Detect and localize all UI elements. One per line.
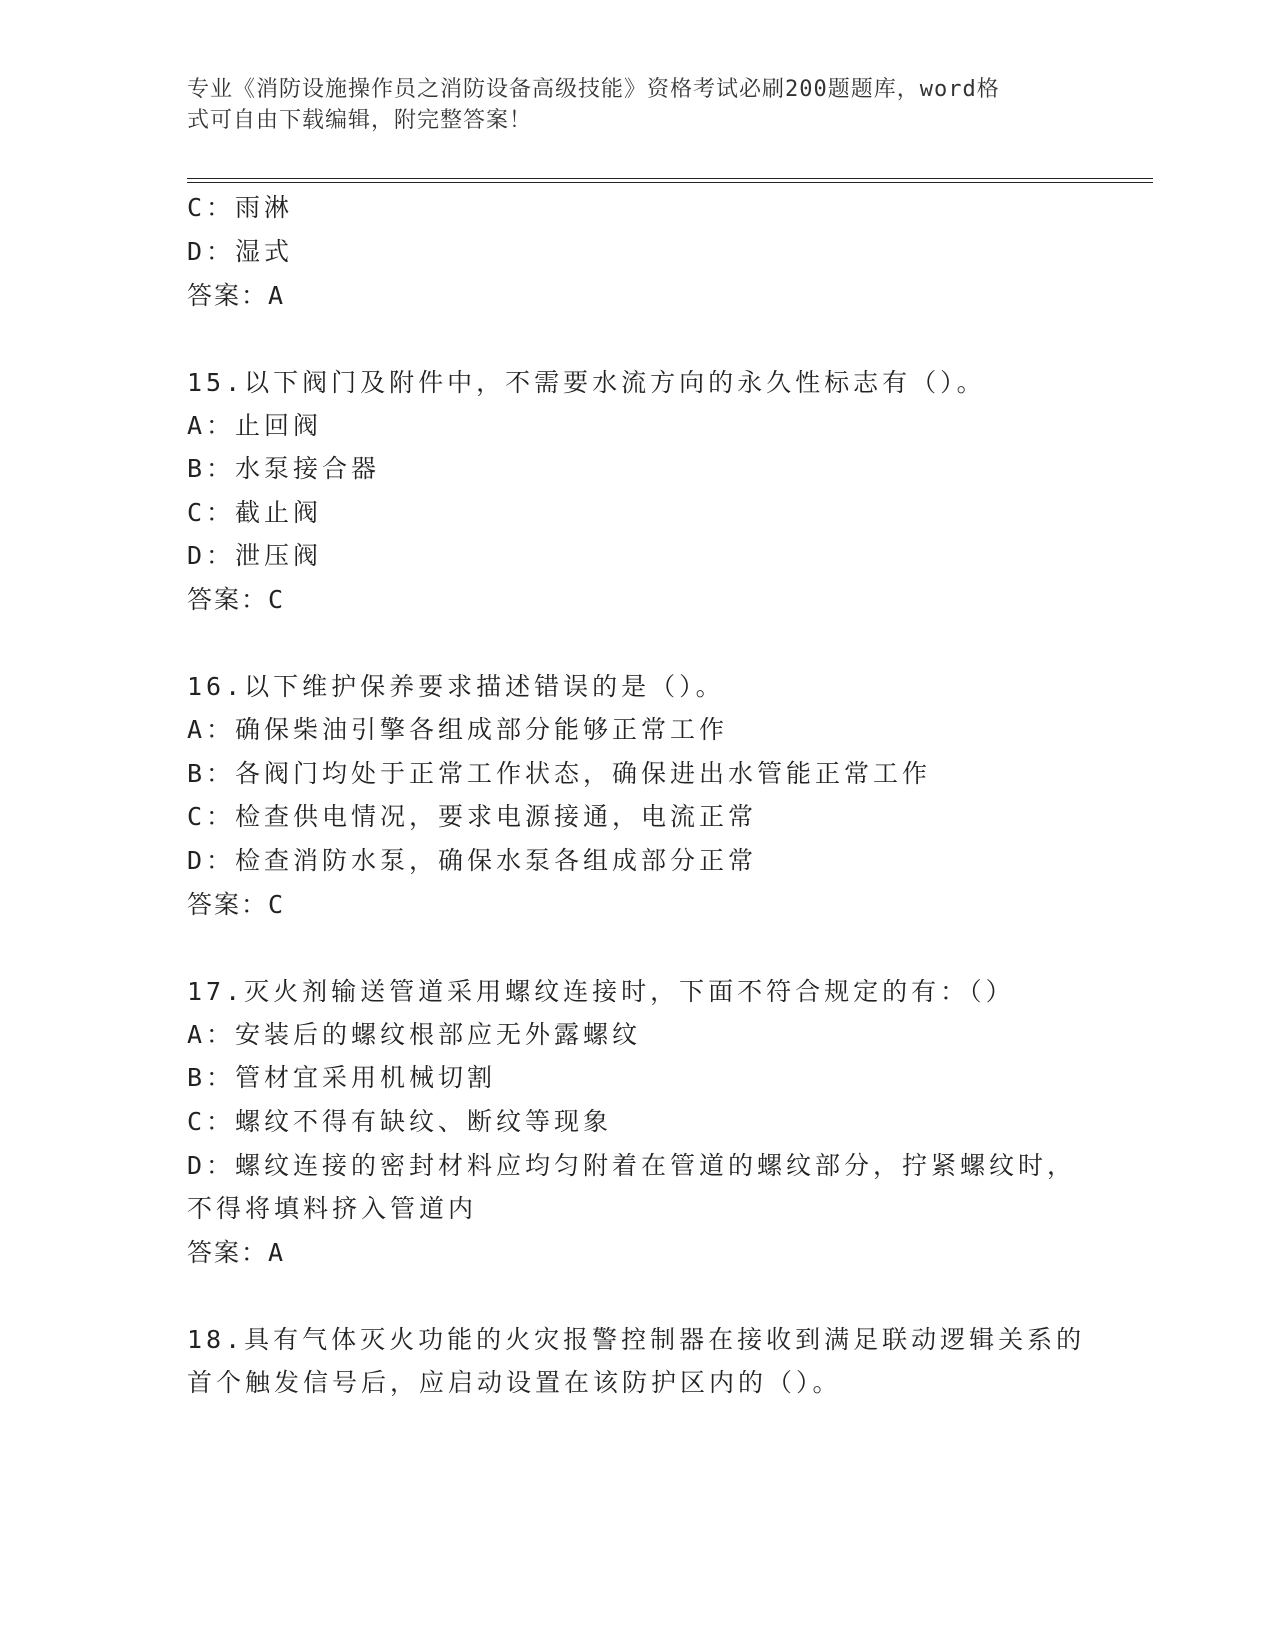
q15-question: 15.以下阀门及附件中，不需要水流方向的永久性标志有（）。 — [187, 368, 986, 397]
q18-question-line-2: 首个触发信号后，应启动设置在该防护区内的（）。 — [187, 1368, 842, 1397]
q17-answer: 答案：A — [187, 1238, 286, 1267]
q18-question-line-1: 18.具有气体灭火功能的火灾报警控制器在接收到满足联动逻辑关系的 — [187, 1325, 1086, 1354]
document-header — [187, 74, 1067, 136]
q16-question: 16.以下维护保养要求描述错误的是（）。 — [187, 672, 725, 701]
q17-question: 17.灭火剂输送管道采用螺纹连接时，下面不符合规定的有：（） — [187, 977, 1015, 1006]
q16-option-d: D：检查消防水泵，确保水泵各组成部分正常 — [187, 846, 758, 875]
q15-option-d: D：泄压阀 — [187, 541, 323, 570]
header-divider-bottom — [187, 182, 1153, 183]
q15-option-c: C：截止阀 — [187, 498, 323, 527]
q16-option-c: C：检查供电情况，要求电源接通，电流正常 — [187, 802, 758, 831]
prev-answer: 答案：A — [187, 281, 286, 310]
q15-option-b: B：水泵接合器 — [187, 454, 381, 483]
q17-option-a: A：安装后的螺纹根部应无外露螺纹 — [187, 1020, 642, 1049]
q16-option-a: A：确保柴油引擎各组成部分能够正常工作 — [187, 715, 729, 744]
header-line-1: 专业《消防设施操作员之消防设备高级技能》资格考试必刷200题题库，word格 — [187, 77, 1000, 102]
header-line-2: 式可自由下载编辑，附完整答案！ — [187, 108, 533, 133]
q17-option-d-line-1: D：螺纹连接的密封材料应均匀附着在管道的螺纹部分，拧紧螺纹时， — [187, 1151, 1077, 1180]
prev-option-c: C：雨淋 — [187, 193, 294, 222]
q16-answer: 答案：C — [187, 890, 286, 919]
prev-option-d: D：湿式 — [187, 237, 294, 266]
q17-option-c: C：螺纹不得有缺纹、断纹等现象 — [187, 1107, 613, 1136]
q17-option-b: B：管材宜采用机械切割 — [187, 1063, 497, 1092]
header-divider-top — [187, 178, 1153, 179]
q15-answer: 答案：C — [187, 585, 286, 614]
q16-option-b: B：各阀门均处于正常工作状态，确保进出水管能正常工作 — [187, 759, 932, 788]
q15-option-a: A：止回阀 — [187, 411, 323, 440]
q17-option-d-line-2: 不得将填料挤入管道内 — [187, 1194, 478, 1223]
